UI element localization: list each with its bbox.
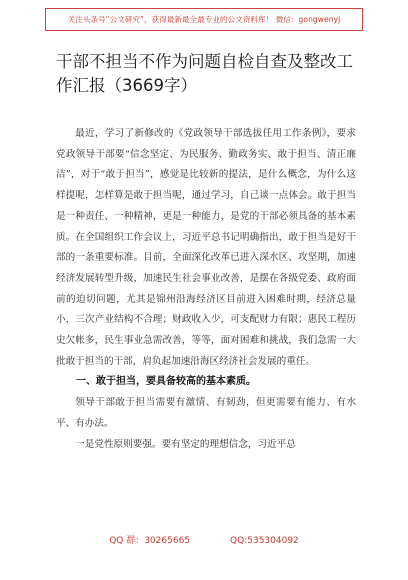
body-paragraph: 一是党性原则要强。要有坚定的理想信念，习近平总 bbox=[75, 438, 296, 450]
contact-footer bbox=[0, 533, 408, 546]
promo-banner bbox=[45, 8, 363, 31]
section-heading: 一、敢于担当，要具备较高的基本素质。 bbox=[76, 376, 256, 388]
document-body bbox=[56, 124, 356, 455]
document-title: 干部不担当不作为问题自检自查及整改工作汇报（3669字） bbox=[56, 52, 353, 95]
promo-banner-text: 关注头条号“公文研究”，获得最新最全最专业的公文资料库！ 微信：gongwenyj bbox=[67, 15, 341, 24]
qq-group-text: QQ 群：30265665 bbox=[109, 536, 191, 546]
body-paragraph: 最近，学习了新修改的《党政领导干部选拔任用工作条例》，要求党政领导干部要“信念坚定、为民服务、勤政务实、敢于担当、清正廉洁”，对于“敢于担当”，感觉是比较新的提法，是什么概念，为什么这样提呢，怎样算是敢于担当呢，通过学习，自己谈一点体会。敢于担当是一种责任、一种精神，更是一种能力，是党的干部必须具备的基本素质。在全国组织工作会议上，习近平总书记明确指出，敢于担当是好干部的一条重要标准。目前，全面深化改革已进入深水区、攻坚期，加速经济发展转型升级，加速民生社会事业改善，是摆在各级党委、政府面前的迫切问题，尤其是锦州沿海经济区目前进入困难时期，经济总量小，三次产业结构不合理；财政收入少，可支配财力有限；惠民工程历史欠帐多，民生事业急需改善，等等，面对困难和挑战，我们急需一大批敢于担当的干部，肩负起加速沿海区经济社会发展的重任。 bbox=[56, 128, 356, 367]
qq-text: QQ:535304092 bbox=[230, 536, 299, 546]
body-paragraph: 领导干部敢于担当需要有激情、有韧劲，但更需要有能力、有水平、有办法。 bbox=[56, 397, 356, 429]
